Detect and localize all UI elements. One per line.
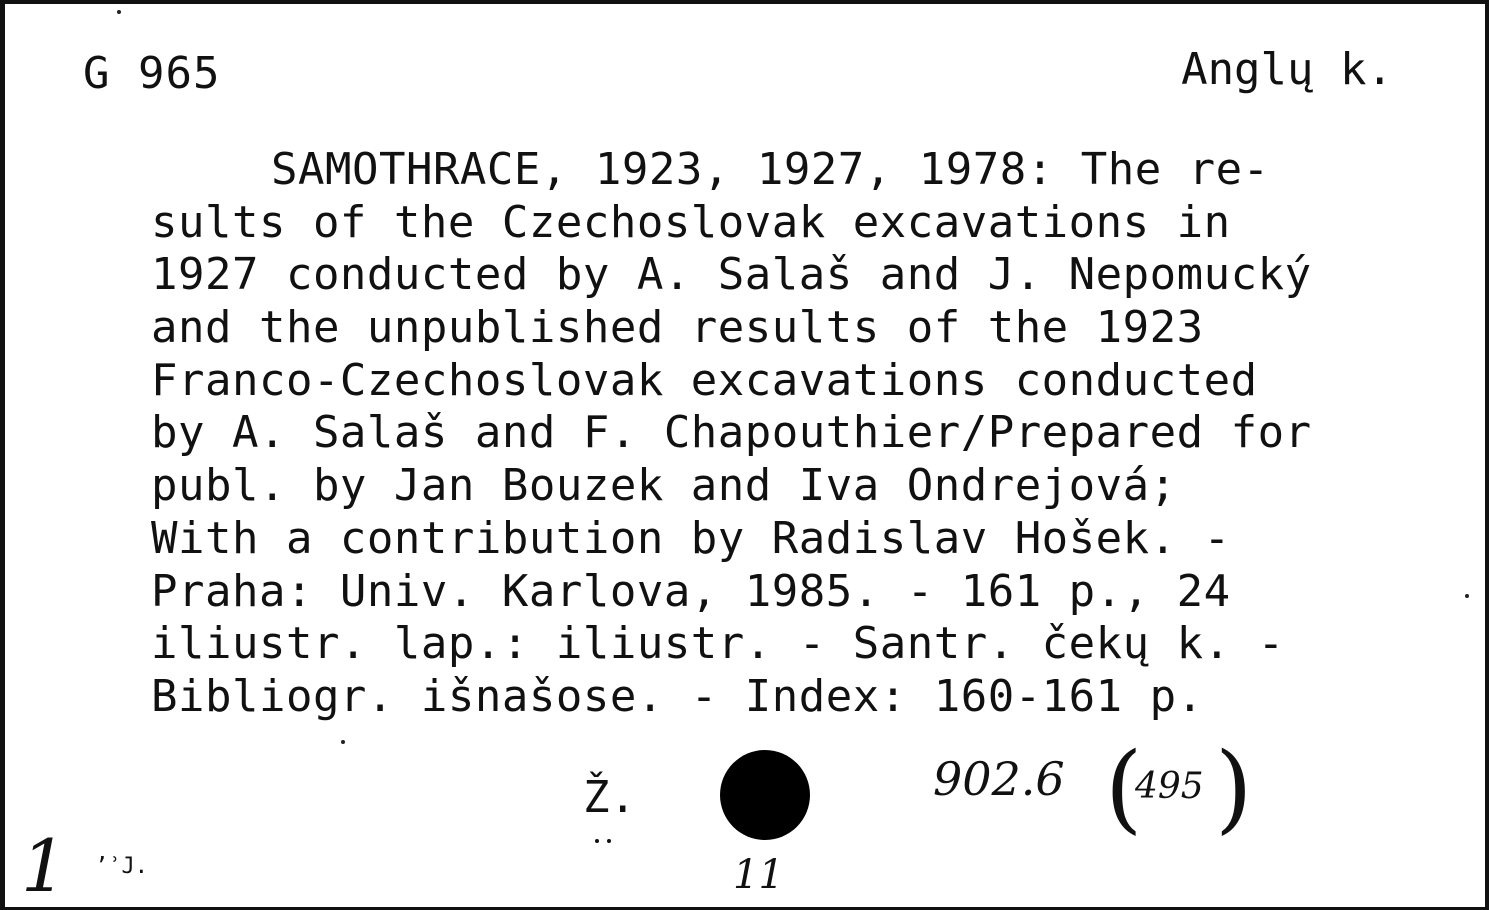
description-line: With a contribution by Radislav Hošek. - — [151, 512, 1231, 564]
mark-z: Ž. — [583, 772, 636, 823]
description-line: Praha: Univ. Karlova, 1985. - 161 p., 24 — [151, 565, 1231, 617]
copy-number: 1 — [21, 824, 67, 908]
punch-hole-dot — [720, 750, 810, 840]
description-line: iliustr. lap.: iliustr. - Santr. čekų k. - — [151, 618, 1285, 670]
description-line: 1927 conducted by A. Salaš and J. Nepomucký — [151, 249, 1312, 301]
call-number: G 965 — [83, 48, 221, 99]
description-line: Bibliogr. išnašose. - Index: 160-161 p. — [151, 670, 1204, 722]
classification-mark — [925, 732, 1265, 844]
bibliographic-description — [151, 144, 1471, 724]
speck-mark — [341, 740, 345, 744]
copy-suffix: ’ʾJ. — [95, 854, 148, 879]
speck-mark — [117, 10, 121, 14]
description-line: publ. by Jan Bouzek and Iva Ondrejová; — [151, 460, 1177, 512]
description-line: and the unpublished results of the 1923 — [151, 302, 1204, 354]
description-line: SAMOTHRACE, 1923, 1927, 1978: The re- — [271, 144, 1270, 195]
description-line: by A. Salaš and F. Chapouthier/Prepared for — [151, 407, 1312, 459]
dots-mark — [595, 839, 615, 845]
bottom-handwritten-mark: 11 — [733, 852, 784, 898]
speck-mark — [1465, 594, 1469, 598]
right-paren: ) — [1215, 732, 1253, 844]
description-line: sults of the Czechoslovak excavations in — [151, 196, 1231, 248]
language-label: Anglų k. — [1181, 44, 1393, 95]
classification-subnumber: 495 — [1135, 766, 1204, 807]
classification-number: 902.6 — [933, 752, 1065, 806]
left-paren: ( — [1105, 732, 1143, 844]
description-line: Franco-Czechoslovak excavations conducted — [151, 354, 1258, 406]
